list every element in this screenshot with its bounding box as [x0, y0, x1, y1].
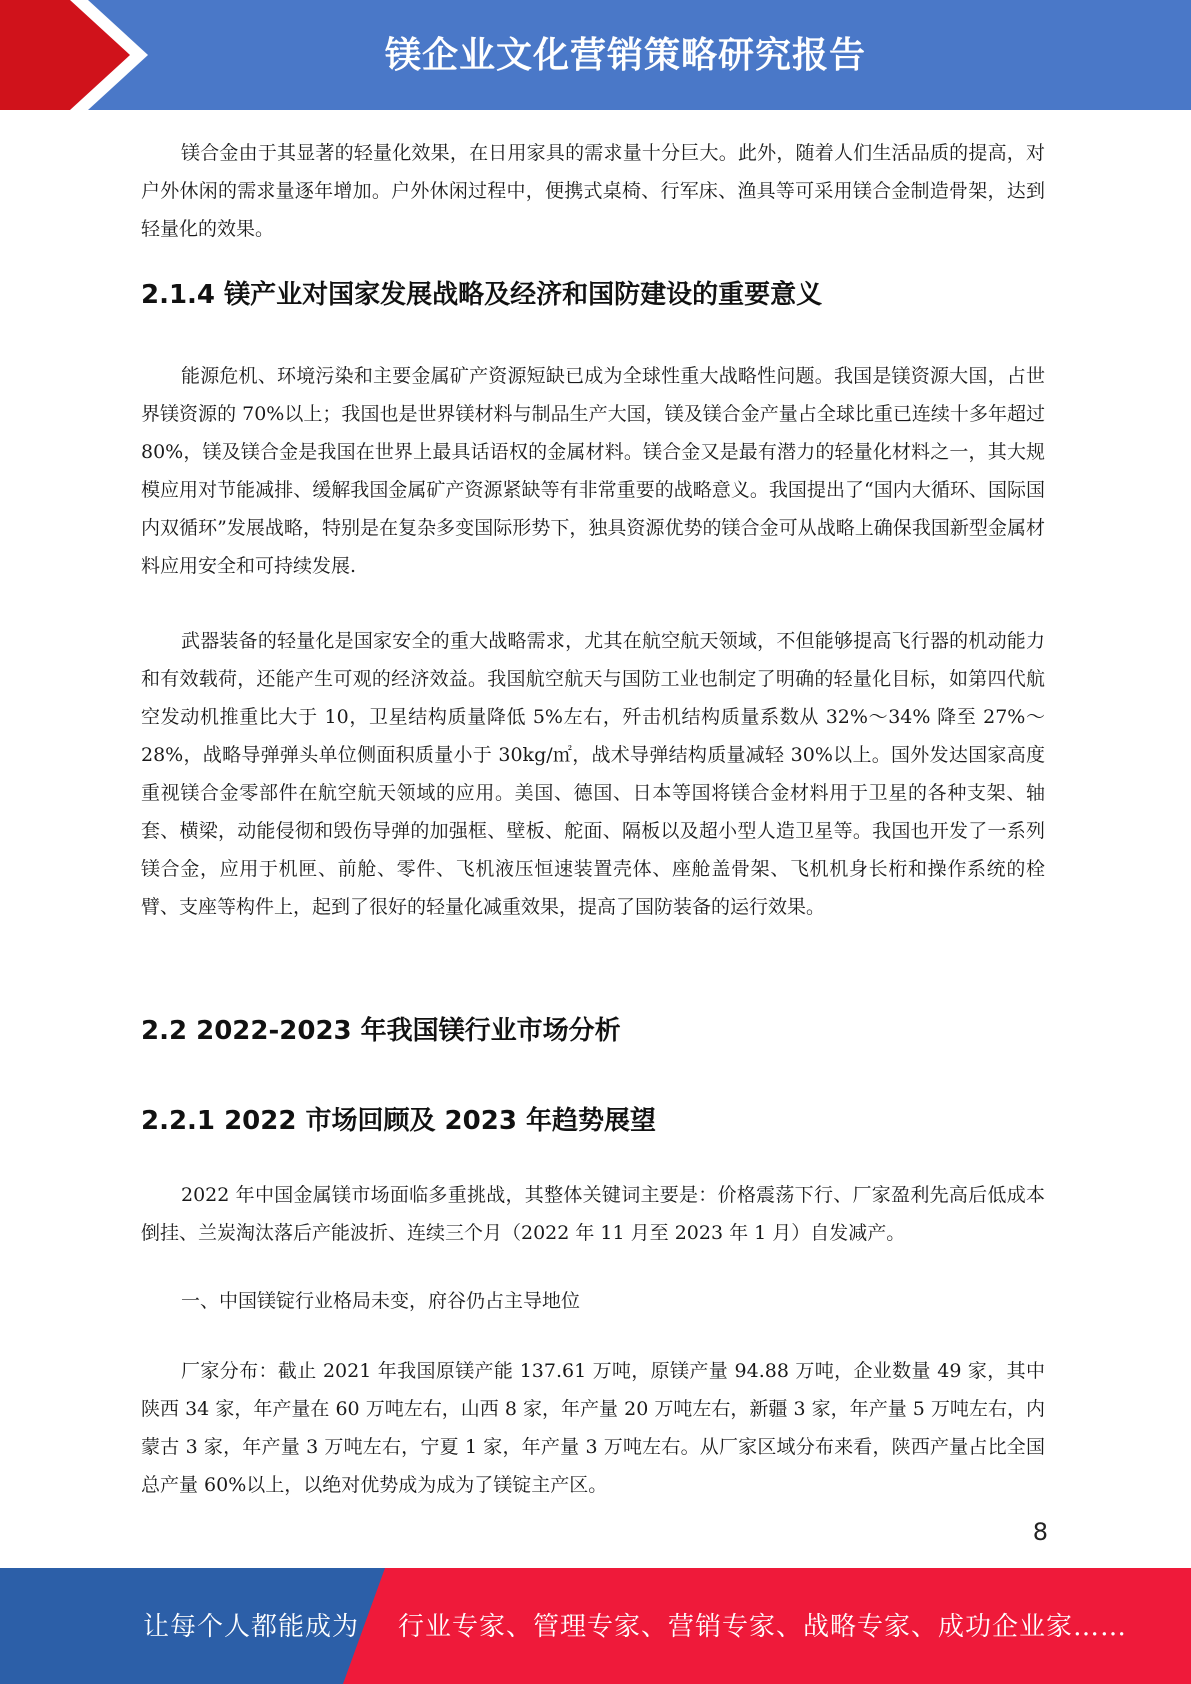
footer-slogan-right: 行业专家、管理专家、营销专家、战略专家、成功企业家……: [398, 1612, 1128, 1642]
paragraph-weapon-lightweight: 武器装备的轻量化是国家安全的重大战略需求，尤其在航空航天领域，不但能够提高飞行器的机动能力和有效载荷，还能产生可观的经济效益。我国航空航天与国防工业也制定了明确的轻量化目标，如第四代航空发动机推重比大于 10，卫星结构质量降低 5%左右，歼击机结构质量系数从 32%～34% 降至 27%～28%，战略导弹弹头单位侧面积质量小于 30kg/㎡，战术导弹结构质量减轻 30%以上。国外发达国家高度重视镁合金零部件在航空航天领域的应用。美国、德国、日本等国将镁合金材料用于卫星的各种支架、轴套、横梁，动能侵彻和毁伤导弹的加强框、壁板、舵面、隔板以及超小型人造卫星等。我国也开发了一系列镁合金，应用于机匣、前舱、零件、飞机液压恒速装置壳体、座舱盖骨架、飞机机身长桁和操作系统的栓臂、支座等构件上，起到了很好的轻量化减重效果，提高了国防装备的运行效果。: [141, 630, 1045, 918]
paragraph-strategic-significance: 能源危机、环境污染和主要金属矿产资源短缺已成为全球性重大战略性问题。我国是镁资源大国，占世界镁资源的 70%以上；我国也是世界镁材料与制品生产大国，镁及镁合金产量占全球比重已连续十多年超过 80%，镁及镁合金是我国在世界上最具话语权的金属材料。镁合金又是最有潜力的轻量化材料之一，其大规模应用对节能减排、缓解我国金属矿产资源紧缺等有非常重要的战略意义。我国提出了“国内大循环、国际国内双循环”发展战略，特别是在复杂多变国际形势下，独具资源优势的镁合金可从战略上确保我国新型金属材料应用安全和可持续发展.: [141, 365, 1045, 577]
page-header: [0, 0, 1191, 110]
paragraph-magnesium-furniture: 镁合金由于其显著的轻量化效果，在日用家具的需求量十分巨大。此外，随着人们生活品质的提高，对户外休闲的需求量逐年增加。户外休闲过程中，便携式桌椅、行军床、渔具等可采用镁合金制造骨架，达到轻量化的效果。: [141, 142, 1045, 240]
footer-slogan-left: 让每个人都能成为: [143, 1612, 360, 1642]
page-number: 8: [1032, 1518, 1048, 1546]
section-heading-2-2: 2.2 2022-2023 年我国镁行业市场分析: [141, 1016, 621, 1046]
paragraph-manufacturer-distribution: 厂家分布：截止 2021 年我国原镁产能 137.61 万吨，原镁产量 94.88 万吨，企业数量 49 家，其中陕西 34 家，年产量在 60 万吨左右，山西 8 家，年产量 20 万吨左右，新疆 3 家，年产量 5 万吨左右，内蒙古 3 家，年产量 3 万吨左右，宁夏 1 家，年产量 3 万吨左右。从厂家区域分布来看，陕西产量占比全国总产量 60%以上，以绝对优势成为成为了镁锭主产区。: [141, 1360, 1045, 1496]
page-footer: [0, 1568, 1191, 1684]
report-title: 镁企业文化营销策略研究报告: [384, 35, 866, 76]
section-heading-2-1-4: 2.1.4 镁产业对国家发展战略及经济和国防建设的重要意义: [141, 280, 823, 310]
paragraph-industry-pattern: 一、中国镁锭行业格局未变，府谷仍占主导地位: [181, 1290, 581, 1312]
section-heading-2-2-1: 2.2.1 2022 市场回顾及 2023 年趋势展望: [141, 1106, 656, 1136]
paragraph-2022-market: 2022 年中国金属镁市场面临多重挑战，其整体关键词主要是：价格震荡下行、厂家盈利先高后低成本倒挂、兰炭淘汰落后产能波折、连续三个月（2022 年 11 月至 2023 年 1 月）自发减产。: [141, 1184, 1045, 1244]
